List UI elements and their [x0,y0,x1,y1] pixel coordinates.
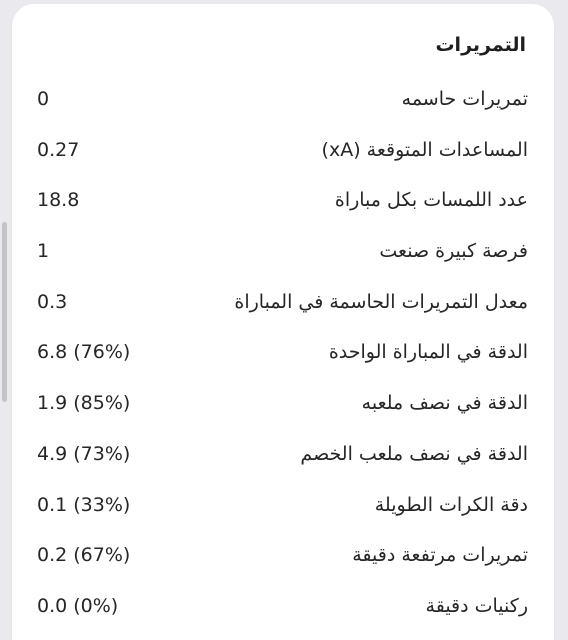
scroll-indicator[interactable] [2,222,7,402]
stat-label: تمريرات حاسمه [401,88,528,110]
stat-row-assists-per-match [12,281,554,332]
stat-row-big-chances-created [12,230,554,281]
stat-label: معدل التمريرات الحاسمة في المباراة [234,290,528,313]
stat-value: 0.27 [37,138,80,161]
stat-value: 0.0 (0%) [37,594,119,617]
stat-label: المساعدات المتوقعة (xA) [321,138,528,161]
stat-value: 6.8 (76%) [37,341,131,364]
stat-label: فرصة كبيرة صنعت [379,240,528,263]
stat-value: 0.3 [37,290,68,313]
passing-stats-card [12,4,554,640]
stat-row-key-passes [12,78,554,129]
stat-row-accuracy-own-half [12,382,554,433]
stat-row-touches-per-match [12,179,554,230]
stat-label: الدقة في نصف ملعب الخصم [300,442,528,465]
stat-row-accuracy-per-match [12,331,554,382]
stat-label: الدقة في نصف ملعبه [361,392,528,415]
stat-row-accuracy-opposition-half [12,433,554,484]
stat-label: عدد اللمسات بكل مباراة [334,189,528,212]
stat-row-accurate-crosses [12,534,554,585]
stat-list [12,78,554,636]
stat-label: ركنيات دقيقة [425,594,528,617]
stat-value: 4.9 (73%) [37,442,131,465]
stat-label: الدقة في المباراة الواحدة [328,341,528,364]
stat-value: 1 [37,240,50,263]
stat-value: 1.9 (85%) [37,392,131,415]
stat-label: تمريرات مرتفعة دقيقة [352,544,528,567]
stat-row-accurate-corners [12,585,554,636]
stat-value: 0.1 (33%) [37,493,131,516]
stat-label: دقة الكرات الطويلة [374,493,528,516]
stat-row-long-ball-accuracy [12,484,554,535]
stat-value: 0.2 (67%) [37,544,131,567]
stat-row-expected-assists [12,129,554,180]
stat-value: 18.8 [37,189,80,212]
card-title: التمريرات [435,34,526,56]
stat-value: 0 [37,88,50,110]
